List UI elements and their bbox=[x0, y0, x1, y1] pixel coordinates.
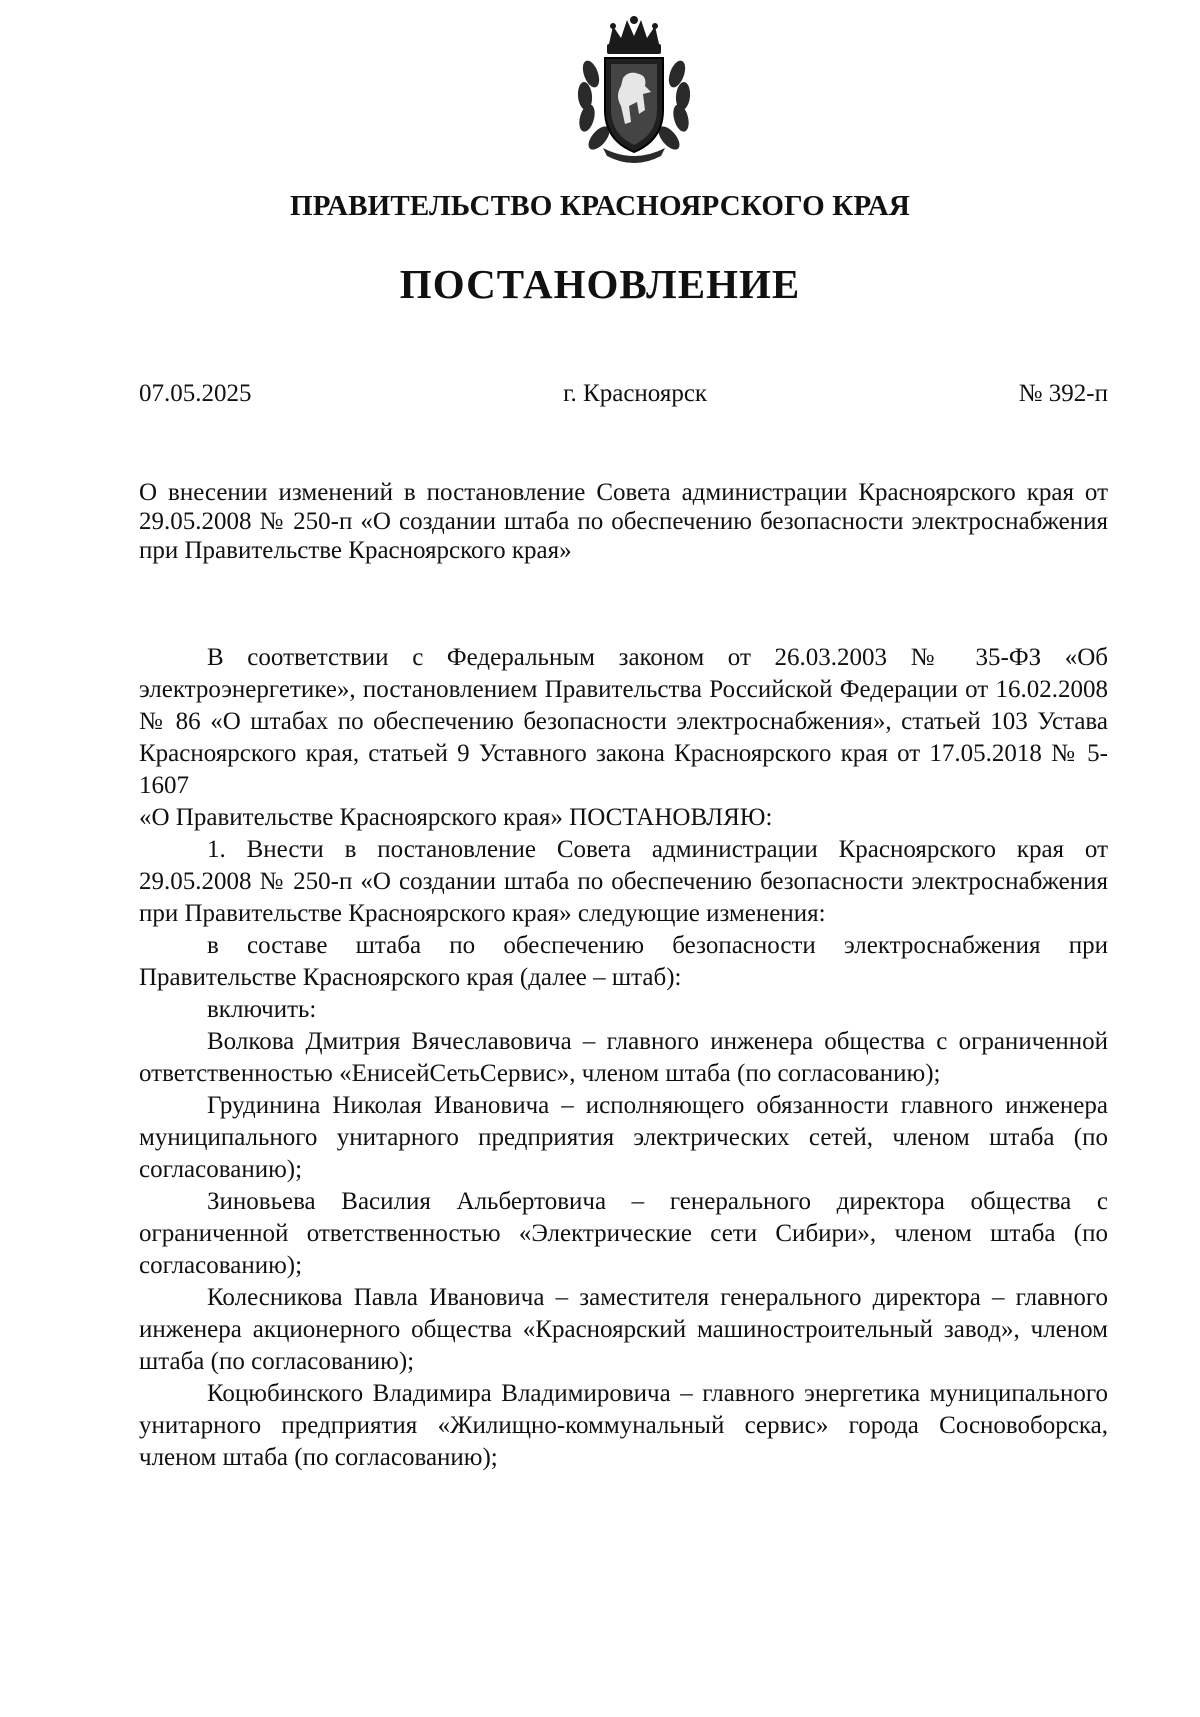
item-1-paragraph: 1. Внести в постановление Совета администрации Красноярского края от 29.05.2008 № 250-п «О создании штаба по обеспечению безопасности электроснабжения при Правительстве Красноярского края» следующие изменения: bbox=[139, 836, 1108, 927]
organization-title: ПРАВИТЕЛЬСТВО КРАСНОЯРСКОГО КРАЯ bbox=[289, 190, 911, 222]
document-meta bbox=[139, 380, 1108, 408]
member-paragraph: Грудинина Николая Ивановича – исполняющего обязанности главного инженера муниципального унитарного предприятия электрических сетей, членом штаба (по согласованию); bbox=[139, 1092, 1108, 1183]
member-paragraph: Зиновьева Василия Альбертовича – генерального директора общества с ограниченной ответственностью «Электрические сети Сибири», членом штаба (по согласованию); bbox=[139, 1188, 1108, 1279]
member-paragraph: Волкова Дмитрия Вячеславовича – главного инженера общества с ограниченной ответственностью «ЕнисейСетьСервис», членом штаба (по согласованию); bbox=[139, 1028, 1108, 1087]
preamble-decree: «О Правительстве Красноярского края» ПОСТАНОВЛЯЮ: bbox=[139, 804, 773, 831]
document-body bbox=[139, 642, 1108, 1474]
document-type-title: ПОСТАНОВЛЕНИЕ bbox=[399, 261, 801, 307]
document-subject: О внесении изменений в постановление Совета администрации Красноярского края от 29.05.2008 № 250-п «О создании штаба по обеспечению безопасности электроснабжения при Правительстве Красноярского края» bbox=[139, 479, 1108, 564]
krasnoyarsk-krai-coat-of-arms-icon bbox=[569, 14, 699, 164]
member-paragraph: Колесникова Павла Ивановича – заместителя генерального директора – главного инженера акционерного общества «Красноярский машиностроительный завод», членом штаба (по согласованию); bbox=[139, 1284, 1108, 1375]
document-city: г. Красноярск bbox=[563, 380, 708, 407]
document-number: № 392-п bbox=[1018, 380, 1108, 407]
preamble-paragraph: В соответствии с Федеральным законом от 26.03.2003 № 35-ФЗ «Об электроэнергетике», постановлением Правительства Российской Федерации от 16.02.2008 № 86 «О штабах по обеспечению безопасности электроснабжения», статьей 103 Устава Красноярского края, статьей 9 Уставного закона Красноярского края от 17.05.2018 № 5-1607 bbox=[139, 644, 1108, 799]
member-paragraph: Коцюбинского Владимира Владимировича – главного энергетика муниципального унитарного предприятия «Жилищно-коммунальный сервис» города Сосновоборска, членом штаба (по согласованию); bbox=[139, 1380, 1108, 1471]
document-date: 07.05.2025 bbox=[139, 380, 252, 407]
include-label: включить: bbox=[207, 996, 317, 1023]
composition-paragraph: в составе штаба по обеспечению безопасности электроснабжения при Правительстве Красноярского края (далее – штаб): bbox=[139, 932, 1108, 991]
